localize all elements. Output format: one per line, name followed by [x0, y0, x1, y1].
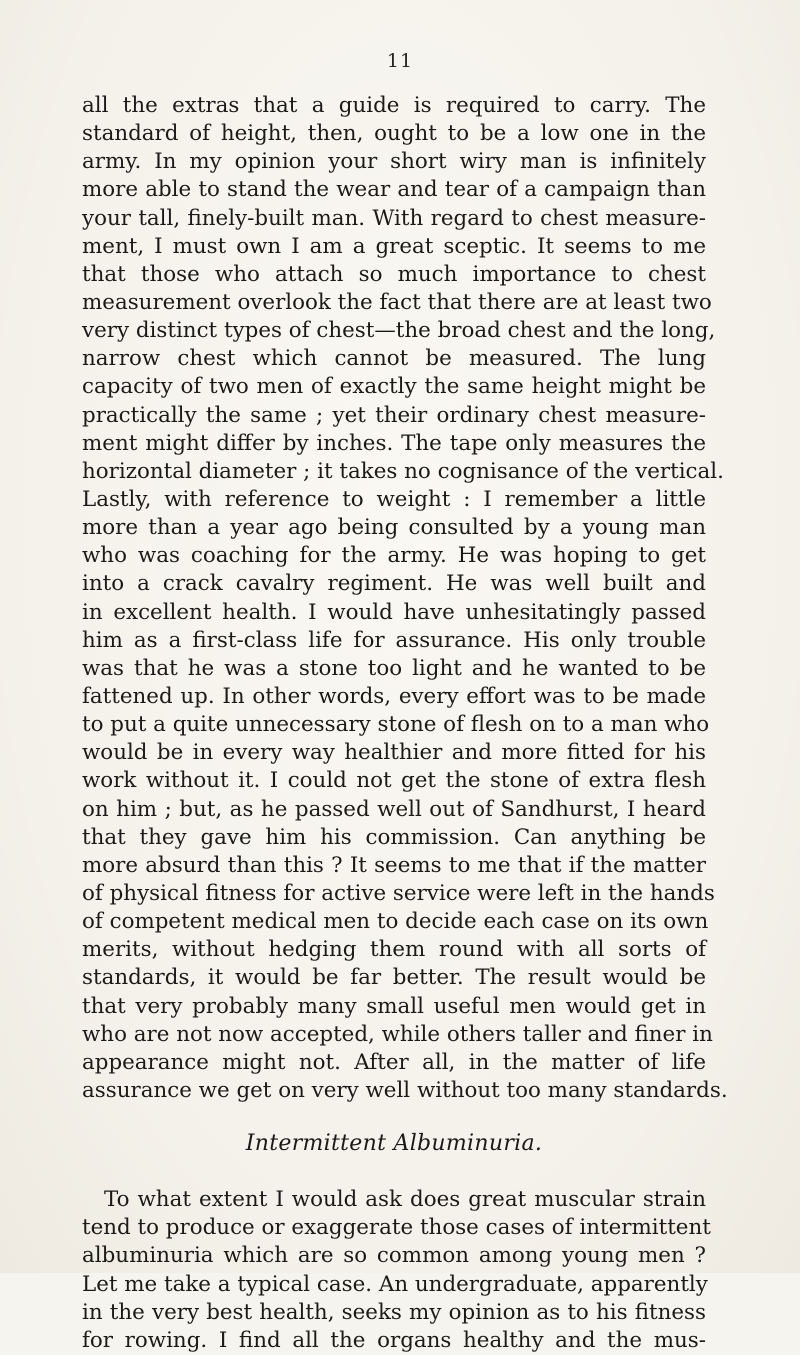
text-line: work without it. I could not get the stone of extra flesh: [82, 768, 706, 794]
text-line: into a crack cavalry regiment. He was well built and: [82, 571, 706, 597]
text-line: capacity of two men of exactly the same height might be: [82, 374, 706, 400]
text-line: narrow chest which cannot be measured. The lung: [82, 346, 706, 372]
text-line: merits, without hedging them round with all sorts of: [82, 937, 706, 963]
text-line: in excellent health. I would have unhesitatingly passed: [82, 599, 706, 625]
text-line: who was coaching for the army. He was hoping to get: [82, 543, 706, 569]
text-line: in the very best health, seeks my opinion as to his fitness: [82, 1299, 706, 1325]
text-line: that they gave him his commission. Can anything be: [82, 824, 706, 850]
paragraph-chest-and-weight-standards: [82, 92, 728, 1105]
text-line: of competent medical men to decide each case on its own: [82, 909, 709, 935]
text-line: very distinct types of chest—the broad chest and the long,: [82, 318, 716, 344]
body-text: [82, 92, 728, 1355]
text-line: standard of height, then, ought to be a low one in the: [82, 121, 706, 147]
text-line: ment, I must own I am a great sceptic. It seems to me: [82, 233, 706, 259]
text-line: that very probably many small useful men would get in: [82, 993, 706, 1019]
text-line: all the extras that a guide is required to carry. The: [82, 93, 706, 118]
paragraph-intermittent-albuminuria: [82, 1186, 711, 1355]
text-line: more than a year ago being consulted by a young man: [82, 515, 706, 541]
text-line: appearance might not. After all, in the matter of life: [82, 1049, 706, 1075]
text-line: measurement overlook the fact that there are at least two: [82, 289, 712, 315]
text-line: him as a first-class life for assurance. His only trouble: [82, 627, 706, 653]
text-line: standards, it would be far better. The result would be: [82, 965, 706, 991]
text-line: was that he was a stone too light and he wanted to be: [82, 655, 706, 681]
text-line: assurance we get on very well without too many standards.: [82, 1077, 728, 1103]
text-line: practically the same ; yet their ordinary chest measure-: [82, 402, 706, 428]
text-line: of physical fitness for active service were left in the hands: [82, 880, 715, 906]
text-line: on him ; but, as he passed well out of Sandhurst, I heard: [82, 796, 706, 822]
text-line: to put a quite unnecessary stone of flesh on to a man who: [82, 712, 710, 738]
text-line: army. In my opinion your short wiry man is infinitely: [82, 149, 706, 175]
text-line: for rowing. I find all the organs healthy and the mus-: [82, 1327, 706, 1353]
text-line: would be in every way healthier and more fitted for his: [82, 740, 706, 766]
text-line: horizontal diameter ; it takes no cognisance of the vertical.: [82, 458, 724, 484]
text-line: albuminuria which are so common among young men ?: [82, 1243, 706, 1269]
page-number: 11: [386, 50, 414, 72]
text-line: ment might differ by inches. The tape only measures the: [82, 430, 706, 456]
text-line: fattened up. In other words, every effort was to be made: [82, 683, 706, 709]
text-line: Let me take a typical case. An undergraduate, apparently: [82, 1271, 708, 1297]
text-line: Lastly, with reference to weight : I remember a little: [82, 486, 706, 512]
text-line: your tall, finely-built man. With regard to chest measure-: [82, 205, 706, 231]
text-line: more able to stand the wear and tear of a campaign than: [82, 177, 706, 203]
text-line: who are not now accepted, while others taller and finer in: [82, 1021, 713, 1047]
section-heading: Intermittent Albuminuria.: [245, 1131, 543, 1157]
text-line: more absurd than this ? It seems to me that if the matter: [82, 852, 706, 878]
text-line: that those who attach so much importance to chest: [82, 261, 706, 287]
text-line: tend to produce or exaggerate those cases of intermittent: [82, 1215, 711, 1241]
text-line: To what extent I would ask does great muscular strain: [104, 1187, 706, 1213]
